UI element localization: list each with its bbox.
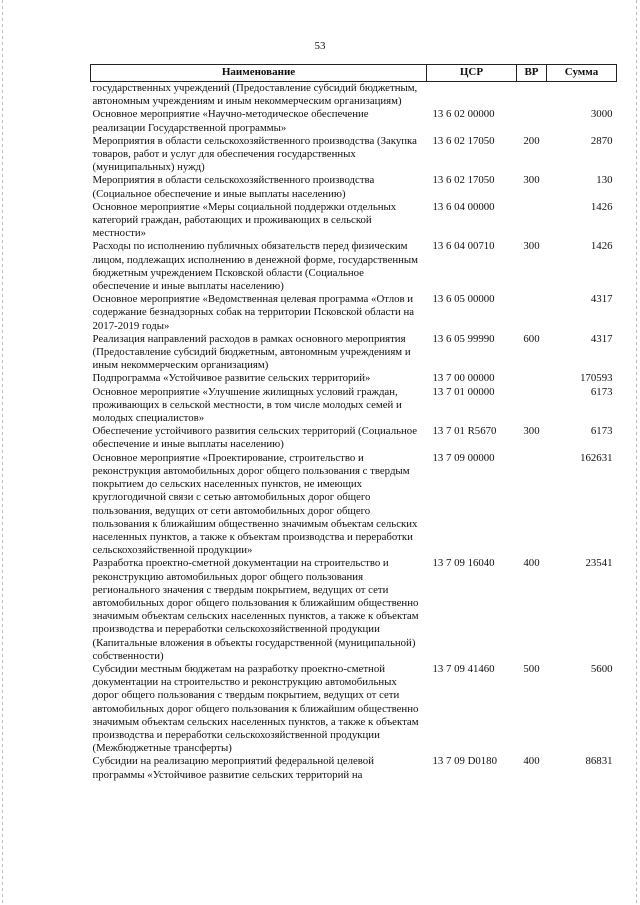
cell-name: Реализация направлений расходов в рамках основного мероприятия (Предоставление субсидий бюджетным, автономным учреждениям и иным некоммерческим организациям) <box>92 332 411 372</box>
table-row <box>91 174 617 200</box>
cell-csr: 13 6 02 17050 <box>432 134 495 147</box>
table-row <box>91 755 617 781</box>
cell-name: Разработка проектно-сметной документации на строительство и реконструкцию автомобильных дорог общего пользования регионального значения с твердым покрытием, ведущих от сети автомобильных дорог общего пользования к ближайшим общественно значимым объектам сельских населенных пунктов, а также к объектам производства и переработки сельскохозяйственной продукции (Капитальные вложения в объекты государственной (муниципальной) собственности) <box>92 557 419 662</box>
cell-vr: 500 <box>523 662 540 675</box>
cell-sum: 1426 <box>590 200 613 213</box>
cell-name: Субсидии местным бюджетам на разработку проектно-сметной документации на строительство и реконструкцию автомобильных дорог общего пользования с твердым покрытием, ведущих от сети автомобильных дорог общего пользования к ближайшим общественно значимым объектам сельских населенных пунктов, а также к объектам производства и переработки сельскохозяйственной продукции (Межбюджетные трансферты) <box>92 662 419 755</box>
table-row <box>91 425 617 451</box>
cell-sum: 4317 <box>590 293 613 306</box>
cell-sum: 130 <box>596 174 613 187</box>
cell-csr: 13 6 05 00000 <box>432 293 495 306</box>
cell-csr: 13 7 09 00000 <box>432 451 495 464</box>
cell-name: Основное мероприятие «Ведомственная целевая программа «Отлов и содержание безнадзорных собак на территории Псковской области на 2017-2019 годы» <box>92 293 415 332</box>
cell-sum: 23541 <box>585 557 613 570</box>
budget-table <box>90 64 617 782</box>
cell-sum: 6173 <box>590 425 613 438</box>
cell-name: Основное мероприятие «Улучшение жилищных условий граждан, проживающих в сельской местности, в том числе молодых семей и молодых специалистов» <box>92 385 402 425</box>
cell-vr <box>517 108 547 134</box>
cell-vr <box>517 201 547 241</box>
cell-vr: 200 <box>523 134 540 147</box>
table-row <box>91 372 617 385</box>
cell-vr <box>517 372 547 385</box>
table-row <box>91 293 617 333</box>
cell-name: государственных учреждений (Предоставление субсидий бюджетным, автономным учреждениям и иным некоммерческим организациям) <box>92 82 418 108</box>
cell-sum: 6173 <box>590 385 613 398</box>
table-row <box>91 135 617 175</box>
cell-name: Обеспечение устойчивого развития сельских территорий (Социальное обеспечение и иные выплаты населению) <box>92 425 418 451</box>
cell-sum: 170593 <box>580 372 613 385</box>
cell-name: Основное мероприятие «Меры социальной поддержки отдельных категорий граждан, работающих и проживающих в сельской местности» <box>92 200 397 240</box>
cell-sum: 2870 <box>590 134 613 147</box>
cell-csr <box>427 82 517 109</box>
cell-csr: 13 7 01 00000 <box>432 385 495 398</box>
page-number: 53 <box>314 40 326 52</box>
cell-name: Расходы по исполнению публичных обязательств перед физическим лицом, подлежащих исполнению в денежной форме, государственным бюджетным учреждением Псковской области (Социальное обеспечение и иные выплаты населению) <box>92 240 419 293</box>
cell-name: Основное мероприятие «Научно-методическое обеспечение реализации Государственной программы» <box>92 108 369 134</box>
table-row <box>91 386 617 426</box>
header-csr: ЦСР <box>427 65 517 82</box>
cell-vr: 400 <box>523 755 540 768</box>
cell-csr: 13 7 09 41460 <box>432 662 495 675</box>
cell-sum <box>547 82 617 109</box>
cell-name: Субсидии на реализацию мероприятий федеральной целевой программы «Устойчивое развитие сельских территорий на <box>92 755 374 781</box>
cell-name: Подпрограмма «Устойчивое развитие сельских территорий» <box>92 372 371 385</box>
cell-sum: 3000 <box>590 108 613 121</box>
cell-csr: 13 7 09 16040 <box>432 557 495 570</box>
cell-vr <box>517 386 547 426</box>
table-row <box>91 557 617 663</box>
header-sum: Сумма <box>547 65 617 82</box>
cell-csr: 13 6 02 17050 <box>432 174 495 187</box>
cell-vr <box>517 293 547 333</box>
cell-csr: 13 6 04 00000 <box>432 200 495 213</box>
scan-edge-left <box>2 0 3 905</box>
header-name: Наименование <box>91 65 427 82</box>
cell-sum: 162631 <box>580 451 613 464</box>
cell-csr: 13 6 04 00710 <box>432 240 495 253</box>
table-row <box>91 663 617 755</box>
table-body <box>91 82 617 782</box>
cell-name: Мероприятия в области сельскохозяйственного производства (Социальное обеспечение и иные выплаты населению) <box>92 174 375 200</box>
cell-vr <box>517 82 547 109</box>
cell-vr: 300 <box>523 240 540 253</box>
scan-edge-right <box>636 0 637 905</box>
cell-csr: 13 6 05 99990 <box>432 332 495 345</box>
cell-vr: 300 <box>523 174 540 187</box>
table-row <box>91 333 617 373</box>
cell-vr: 600 <box>523 332 540 345</box>
header-vr: ВР <box>517 65 547 82</box>
cell-vr: 300 <box>523 425 540 438</box>
cell-sum: 5600 <box>590 662 613 675</box>
table-header-row <box>91 65 617 82</box>
cell-csr: 13 7 00 00000 <box>432 372 495 385</box>
cell-csr: 13 7 09 D0180 <box>432 755 497 768</box>
cell-sum: 1426 <box>590 240 613 253</box>
cell-sum: 4317 <box>590 332 613 345</box>
cell-csr: 13 6 02 00000 <box>432 108 495 121</box>
table-row <box>91 108 617 134</box>
cell-name: Мероприятия в области сельскохозяйственного производства (Закупка товаров, работ и услуг для обеспечения государственных (муниципальных) нужд) <box>92 134 417 174</box>
cell-vr <box>517 452 547 558</box>
table-row <box>91 82 617 109</box>
cell-vr: 400 <box>523 557 540 570</box>
cell-sum: 86831 <box>585 755 613 768</box>
cell-csr: 13 7 01 R5670 <box>432 425 497 438</box>
table-row <box>91 452 617 558</box>
cell-name: Основное мероприятие «Проектирование, строительство и реконструкция автомобильных дорог общего пользования с твердым покрытием до сельских населенных пунктов, не имеющих круглогодичной связи с сетью автомобильных дорог общего пользования, ведущих от сети автомобильных дорог общего пользования к ближайшим общественно значимым объектам сельских населенных пунктов, а также к объектам производства и переработки сельскохозяйственной продукции» <box>92 451 418 557</box>
table-row <box>91 240 617 293</box>
table-row <box>91 201 617 241</box>
